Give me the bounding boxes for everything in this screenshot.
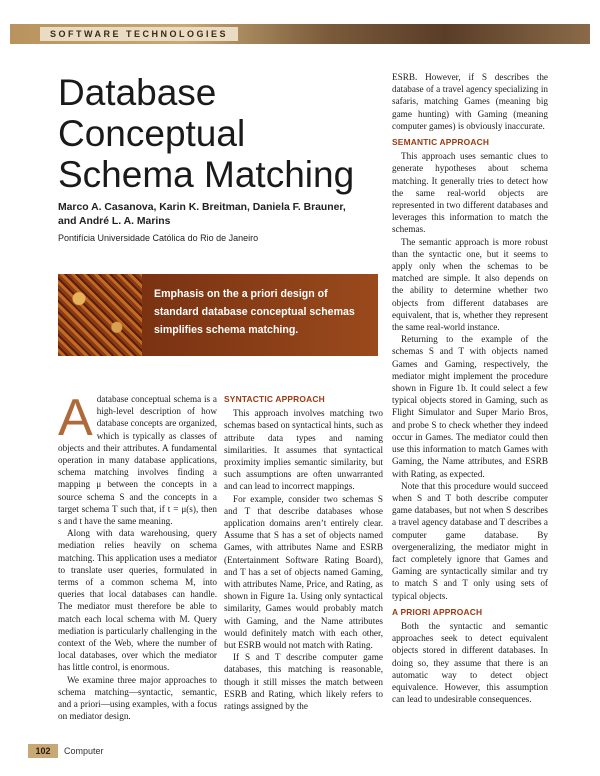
paragraph: If S and T describe computer game databases, this matching is reasonable, though it still misses the match between ESRB and Rating, which likely refers to ratings assigned by the: [224, 652, 383, 712]
section-heading: SEMANTIC APPROACH: [392, 137, 490, 148]
article-title: [58, 72, 378, 195]
paragraph: ESRB. However, if S describes the database of a travel agency specializing in safaris, matching Games (meaning big game hunting) with Gaming (meaning computer games) is obviously inaccurate.: [392, 72, 548, 131]
paragraph: This approach involves matching two schemas based on syntactical hints, such as attribute data types and naming similarities. It assumes that syntactical proximity implies semantic similarity, but such assumptions are often unwarranted and can lead to incorrect mappings.: [224, 408, 383, 492]
column-2: [224, 393, 383, 712]
paragraph: For example, consider two schemas S and T that describe databases whose application domains aren’t entirely clear. Assume that S has a set of objects named Games, with attributes Name and ESRB (Entertainment Software Rating Board), and T has a set of objects named Gaming, with attributes Name, Price, and Rating, as shown in Figure 1a. Using only syntactical similarity, Games would probably match with Gaming, and the Name attributes would definitely match with each other, but ESRB would not match with Rating.: [224, 493, 383, 651]
title-line-3: Schema Matching: [58, 154, 355, 195]
paragraph: The semantic approach is more robust than the syntactic one, but it seems to apply only when the schemas to be matched are simple. It also depends on the ability to determine whether two objects from different databases are equivalent, that is, whether they represent the same real-world instance.: [392, 236, 548, 333]
drop-cap: A: [58, 389, 93, 447]
page-number: 102: [28, 744, 58, 758]
affiliation: Pontifícia Universidade Católica do Rio de Janeiro: [58, 233, 259, 243]
pullquote-text: Emphasis on the a priori design of standard database conceptual schemas simplifies schema matching.: [154, 288, 355, 336]
paragraph: This approach uses semantic clues to generate hypotheses about schema matching. It generally tries to detect how the same real-world objects are represented in two different databases and leverages this information to match the schemas.: [392, 151, 548, 235]
decorative-image: [58, 274, 142, 356]
paragraph: Note that this procedure would succeed when S and T both describe computer game databases, but not when S describes a travel agency database and T describes a computer game database. By overgeneralizing, the mediator might in fact completely ignore that Games and Gaming are syntactically similar and try to match S and T only using sets of typical objects.: [392, 480, 548, 601]
section-banner: [10, 24, 590, 44]
paragraph: We examine three major approaches to schema matching—syntactic, semantic, and a priori—using examples, with a focus on mediator design.: [58, 674, 217, 722]
pullquote-block: [58, 274, 378, 356]
column-1: [58, 389, 217, 722]
section-heading: A PRIORI APPROACH: [392, 606, 483, 617]
paragraph: Returning to the example of the schemas S and T with objects named Games and Gaming, respectively, the mediator might implement the procedure shown in Figure 1b. It could select a few typical objects stored in Gaming, such as Flight Simulator and Super Mario Bros, and probe S to check whether they indeed occur in Games. The mediator could then use this information to match Games with Gaming, the Name attributes, and ESRB with Rating, as expected.: [392, 334, 548, 479]
pullquote-box: [142, 274, 378, 356]
paragraph: Along with data warehousing, query mediation relies heavily on schema matching. This application uses a mediator to translate user queries, formulated in terms of a common schema M, into queries that local databases can handle. The mediator must therefore be able to match each local schema with M. Query mediation is particularly challenging in the context of the Web, where the number of local databases, over which the mediator has little control, is enormous.: [58, 528, 217, 673]
title-line-1: Database: [58, 72, 217, 113]
paragraph: Both the syntactic and semantic approaches seek to detect equivalent objects stored in different databases. In doing so, they assume that there is an automatic way to detect object equivalence. However, this assumption can lead to undesirable consequences.: [392, 620, 548, 705]
authors: Marco A. Casanova, Karin K. Breitman, Daniela F. Brauner, and André L. A. Marins: [58, 202, 346, 227]
title-line-2: Conceptual: [58, 113, 246, 154]
paragraph: database conceptual schema is a high-level description of how database concepts are organized, which is typically as classes of objects and their attributes. A fundamental operation in many database applications, schema matching involves finding a mapping μ between the concepts in a source schema S and the concepts in a target schema T such that, if t = μ(s), then s and t have the same meaning.: [58, 394, 217, 527]
section-label: SOFTWARE TECHNOLOGIES: [40, 27, 238, 41]
magazine-name: Computer: [64, 746, 104, 756]
section-heading: SYNTACTIC APPROACH: [224, 394, 325, 404]
column-3: [392, 71, 548, 705]
